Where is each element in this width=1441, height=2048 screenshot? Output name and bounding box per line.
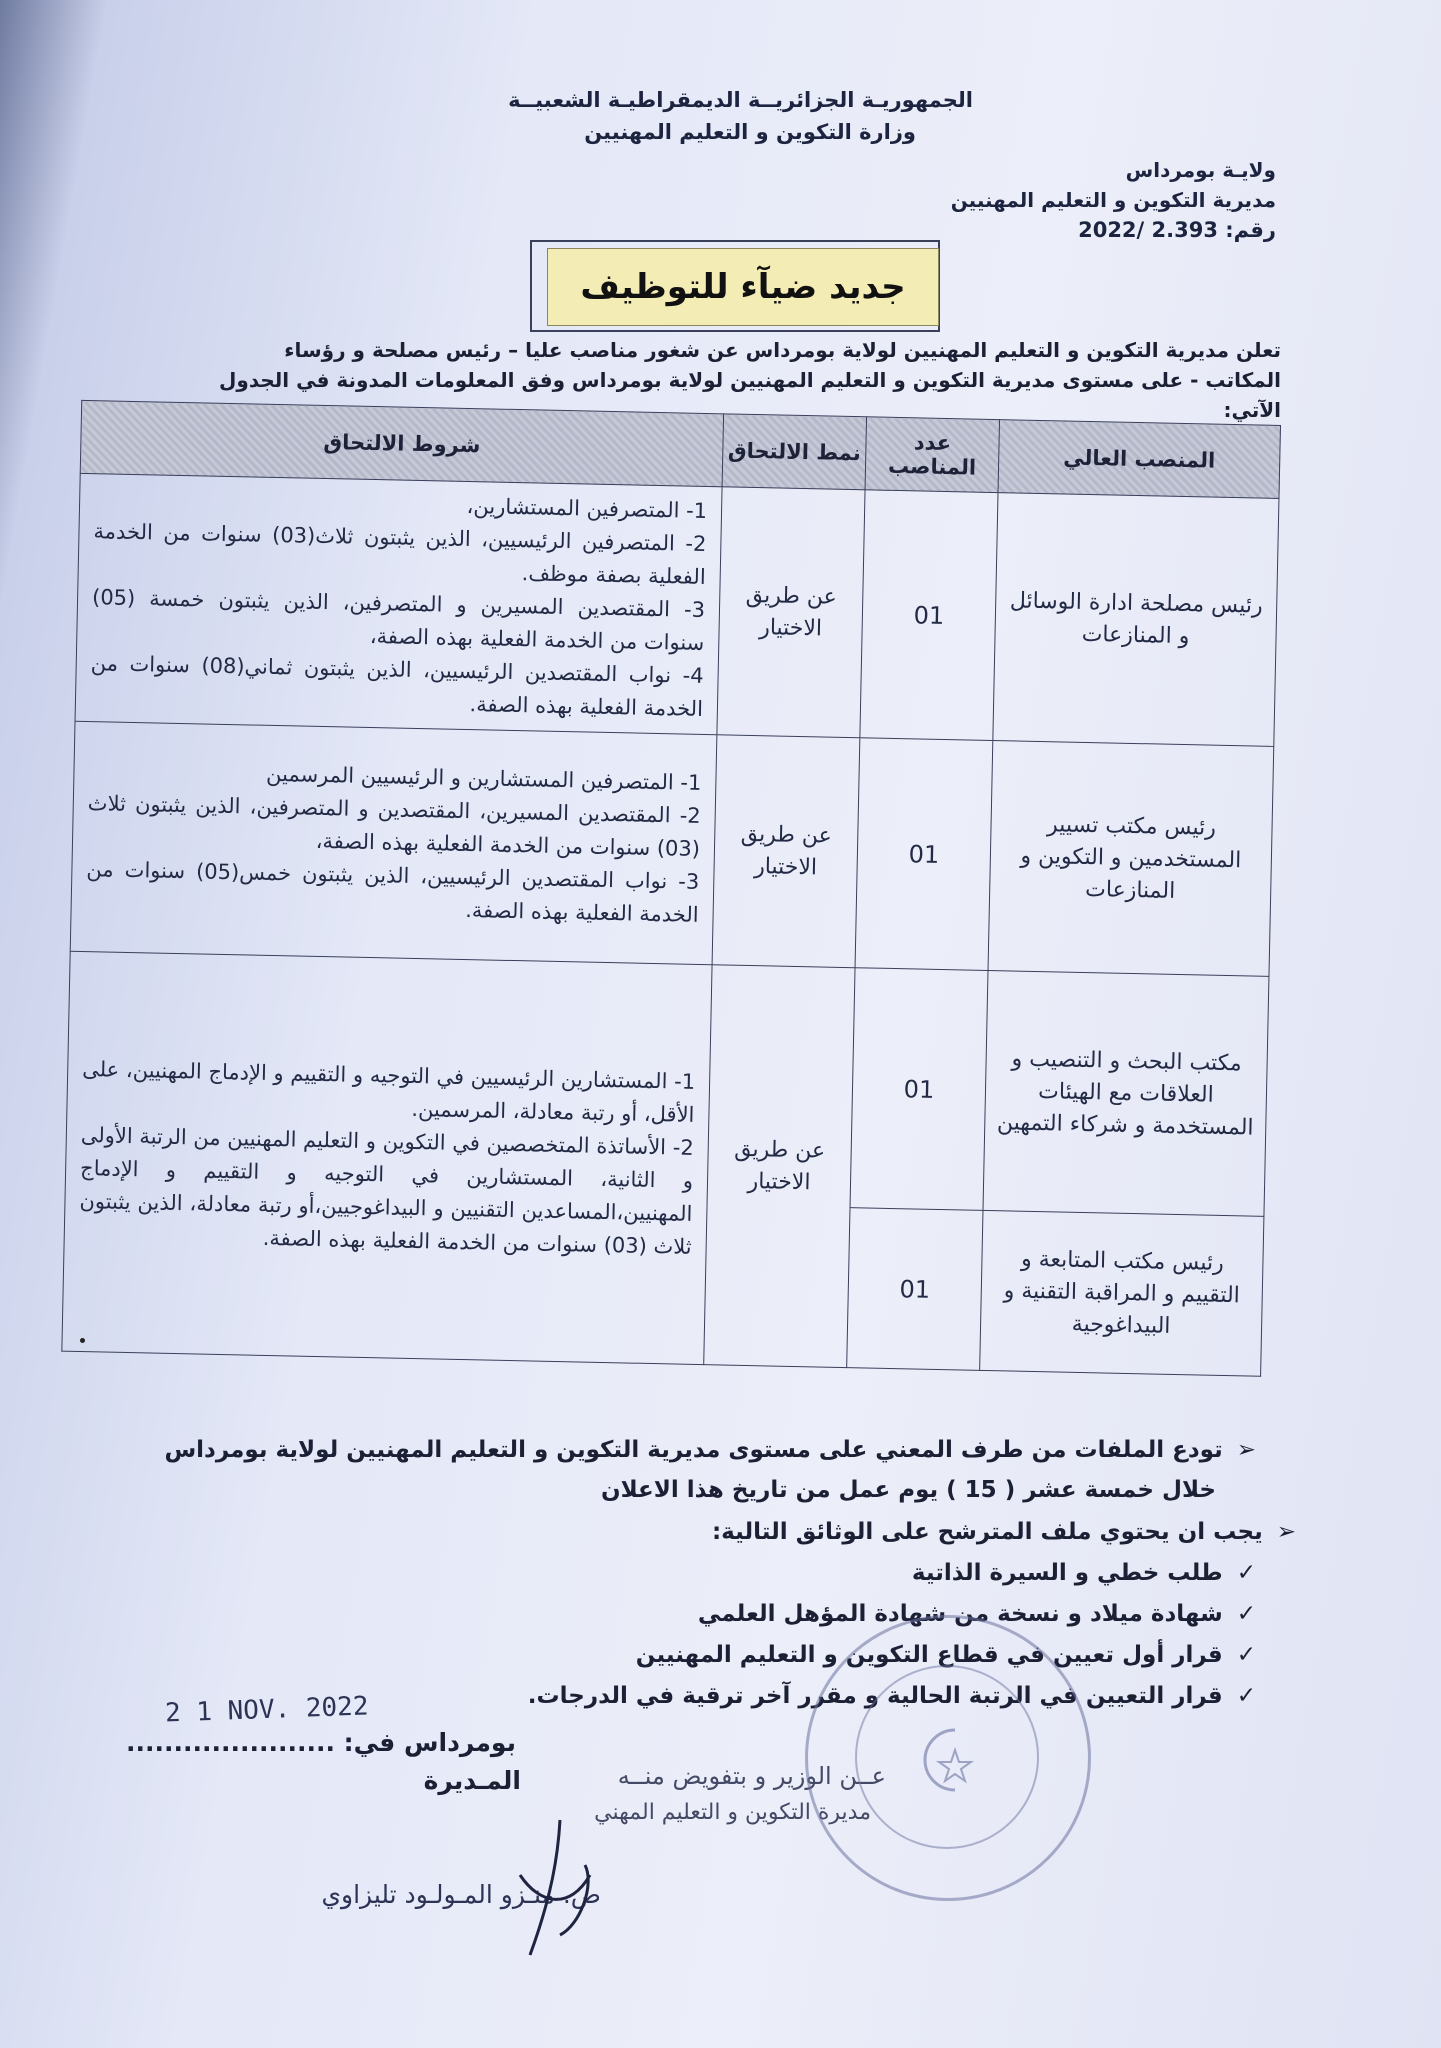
wilaya-label: ولايـة بومرداس xyxy=(1125,158,1276,182)
deposit-text: تودع الملفات من طرف المعني على مستوى مديرية التكوين و التعليم المهنيين لولاية بومرداس xyxy=(164,1437,1223,1463)
document-text: شهادة ميلاد و نسخة من شهادة المؤهل العلمي xyxy=(697,1601,1223,1627)
position-cell: رئيس مكتب تسيير المستخدمين و التكوين و المنازعات xyxy=(988,741,1274,977)
header-conditions: شروط الالتحاق xyxy=(80,400,723,486)
document-text: طلب خطي و السيرة الذاتية xyxy=(911,1560,1223,1586)
signature-directorate: مديرة التكوين و التعليم المهني xyxy=(594,1800,871,1825)
document-text: قرار التعيين في الرتبة الحالية و مقرر آخر ترقية في الدرجات. xyxy=(527,1683,1223,1709)
check-icon: ✓ xyxy=(1236,1601,1256,1627)
deposit-note xyxy=(164,1430,1256,1470)
place-date: بومرداس في: ...................... xyxy=(126,1728,516,1757)
delegation-line: عــن الوزير و بتفويض منــه xyxy=(617,1762,886,1790)
condition-item: 2- الأساتذة المتخصصين في التكوين و التعليم المهنيين من الرتبة الأولى و الثانية، المستشارين في التوجيه و التقييم و الإدماج المهنيين،المساعدين التقنيين و البيداغوجيين،أو رتبة معادلة، الذين يثبتون ثلاث (03) سنوات من الخدمة الفعلية بهذه الصفة. xyxy=(79,1122,694,1259)
check-icon: ✓ xyxy=(1236,1642,1256,1668)
handwritten-signature xyxy=(500,1815,610,1965)
condition-item: 2- المقتصدين المسيرين، المقتصدين و المتصرفين، الذين يثبتون ثلاث (03) سنوات من الخدمة الفعلية بهذه الصفة، xyxy=(87,791,701,861)
position-cell: رئيس مصلحة ادارة الوسائل و المنازعات xyxy=(993,493,1279,747)
document-item xyxy=(912,1553,1256,1593)
role-label: المـديرة xyxy=(423,1766,521,1795)
republic-heading: الجمهوريـة الجزائريــة الديمقراطيـة الشعبيــة xyxy=(508,88,973,112)
reference-number: رقم: 2.393 /2022 xyxy=(1078,218,1276,242)
table-row xyxy=(65,951,1269,1216)
condition-item: 1- المتصرفين المستشارين و الرئيسيين المرسمين xyxy=(265,761,702,795)
check-icon: ✓ xyxy=(1236,1683,1256,1709)
intro-line: تعلن مديرية التكوين و التعليم المهنيين لولاية بومرداس عن شغور مناصب عليا – رئيس مصلحة و رؤساء xyxy=(284,338,1281,362)
arrow-icon: ➢ xyxy=(1236,1437,1256,1463)
mode-cell: عن طريق الاختيار xyxy=(712,735,860,968)
crescent-star-icon xyxy=(905,1720,985,1800)
header-count: عدد المناصب xyxy=(865,417,999,493)
positions-table xyxy=(61,400,1281,1377)
header-position: المنصب العالي xyxy=(998,420,1280,499)
count-cell: 01 xyxy=(850,968,988,1211)
table-row xyxy=(75,473,1279,746)
mode-cell: عن طريق الاختيار xyxy=(704,965,855,1368)
file-note xyxy=(712,1512,1296,1552)
intro-line: المكاتب - على مستوى مديرية التكوين و التعليم المهنيين لولاية بومرداس وفق المعلومات المدونة في الجدول xyxy=(219,368,1281,392)
intro-line: الآتي: xyxy=(1223,398,1281,422)
condition-item: 3- المقتصدين المسيرين و المتصرفين، الذين يثبتون خمسة (05) سنوات من الخدمة الفعلية بهذه الصفة، xyxy=(91,585,706,655)
ministry-heading: وزارة التكوين و التعليم المهنيين xyxy=(584,120,916,144)
arrow-icon: ➢ xyxy=(1276,1519,1296,1545)
header-mode: نمط الالتحاق xyxy=(722,414,866,490)
position-cell: رئيس مكتب المتابعة و التقييم و المراقبة التقنية و البيداغوجية xyxy=(980,1210,1264,1376)
directorate-label: مديرية التكوين و التعليم المهنيين xyxy=(950,188,1276,212)
conditions-cell xyxy=(75,473,722,734)
stray-dot xyxy=(80,1338,85,1343)
file-note-text: يجب ان يحتوي ملف المترشح على الوثائق التالية: xyxy=(711,1519,1263,1545)
conditions-cell xyxy=(62,951,712,1364)
position-cell: مكتب البحث و التنصيب و العلاقات مع الهيئات المستخدمة و شركاء التمهين xyxy=(983,970,1269,1216)
condition-item: 4- نواب المقتصدين الرئيسيين، الذين يثبتون ثماني(08) سنوات من الخدمة الفعلية بهذه الصفة. xyxy=(90,651,704,721)
condition-item: 1- المتصرفين المستشارين، xyxy=(466,493,708,523)
date-stamp: 2 1 NOV. 2022 xyxy=(164,1691,369,1729)
check-icon: ✓ xyxy=(1236,1560,1256,1586)
conditions-cell xyxy=(70,721,717,964)
announcement-title: جديد ضيآء للتوظيف xyxy=(547,248,939,326)
count-cell: 01 xyxy=(860,490,998,741)
deposit-note-cont: خلال خمسة عشر ( 15 ) يوم عمل من تاريخ هذا الاعلان xyxy=(600,1477,1216,1503)
condition-item: 3- نواب المقتصدين الرئيسيين، الذين يثبتون خمس(05) سنوات من الخدمة الفعلية بهذه الصفة. xyxy=(86,857,700,927)
document-text: قرار أول تعيين في قطاع التكوين و التعليم المهنيين xyxy=(635,1642,1223,1668)
count-cell: 01 xyxy=(847,1208,983,1371)
count-cell: 01 xyxy=(855,738,993,971)
condition-item: 2- المتصرفين الرئيسيين، الذين يثبتون ثلاث(03) سنوات من الخدمة الفعلية بصفة موظف. xyxy=(93,519,707,589)
signatory-name: ص. منـزو المـولـود تليزاوي xyxy=(321,1880,601,1909)
condition-item: 1- المستشارين الرئيسيين في التوجيه و التقييم و الإدماج المهنيين، على الأقل، أو رتبة معادلة، المرسمين. xyxy=(82,1056,696,1127)
mode-cell: عن طريق الاختيار xyxy=(717,487,865,738)
table-row xyxy=(70,721,1274,976)
